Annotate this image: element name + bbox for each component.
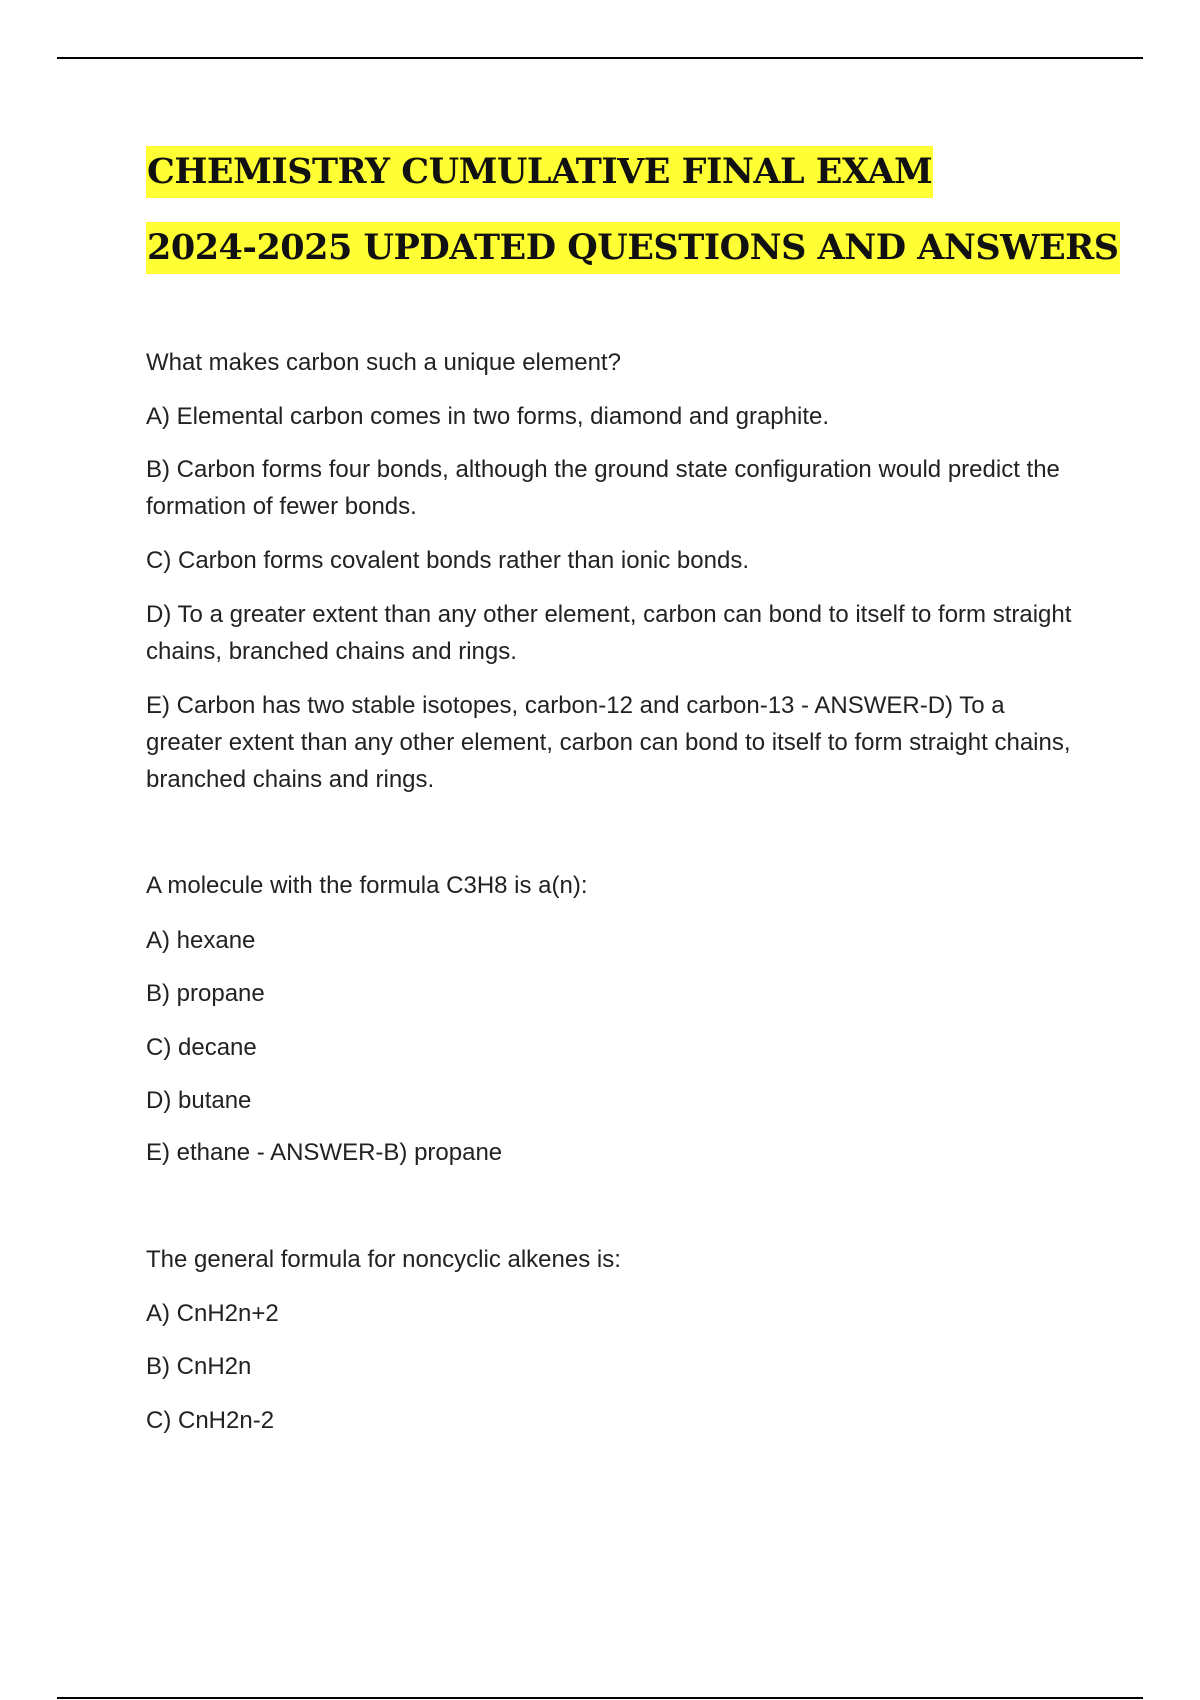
title-line-2: 2024-2025 UPDATED QUESTIONS AND ANSWERS: [146, 222, 1120, 274]
question-1-option-d: D) To a greater extent than any other element, carbon can bond to itself to form straight chains, branched chains and rings.: [146, 601, 1072, 665]
question-1-option-c: C) Carbon forms covalent bonds rather than ionic bonds.: [146, 547, 749, 574]
question-1-option-a: A) Elemental carbon comes in two forms, diamond and graphite.: [146, 403, 830, 430]
question-2-option-b: B) propane: [146, 980, 265, 1007]
question-3-option-c: C) CnH2n-2: [146, 1407, 275, 1434]
question-2-option-e: E) ethane - ANSWER-B) propane: [146, 1139, 503, 1166]
question-3-option-a: A) CnH2n+2: [146, 1300, 279, 1327]
question-2-option-d: D) butane: [146, 1087, 252, 1114]
bottom-rule: [57, 1697, 1143, 1699]
question-3-option-b: B) CnH2n: [146, 1353, 252, 1380]
question-2-option-a: A) hexane: [146, 927, 256, 954]
question-2-option-c: C) decane: [146, 1034, 257, 1061]
question-2-prompt: A molecule with the formula C3H8 is a(n):: [146, 872, 588, 899]
top-rule: [57, 57, 1143, 59]
question-1-option-e: E) Carbon has two stable isotopes, carbon-12 and carbon-13 - ANSWER-D) To a greater extent than any other element, carbon can bond to itself to form straight chains, branched chains and rings.: [146, 692, 1071, 793]
title-line-1: CHEMISTRY CUMULATIVE FINAL EXAM: [146, 146, 933, 198]
question-1-option-b: B) Carbon forms four bonds, although the ground state configuration would predict the formation of fewer bonds.: [146, 456, 1060, 520]
question-1-prompt: What makes carbon such a unique element?: [146, 349, 621, 376]
question-3-prompt: The general formula for noncyclic alkenes is:: [146, 1246, 621, 1273]
